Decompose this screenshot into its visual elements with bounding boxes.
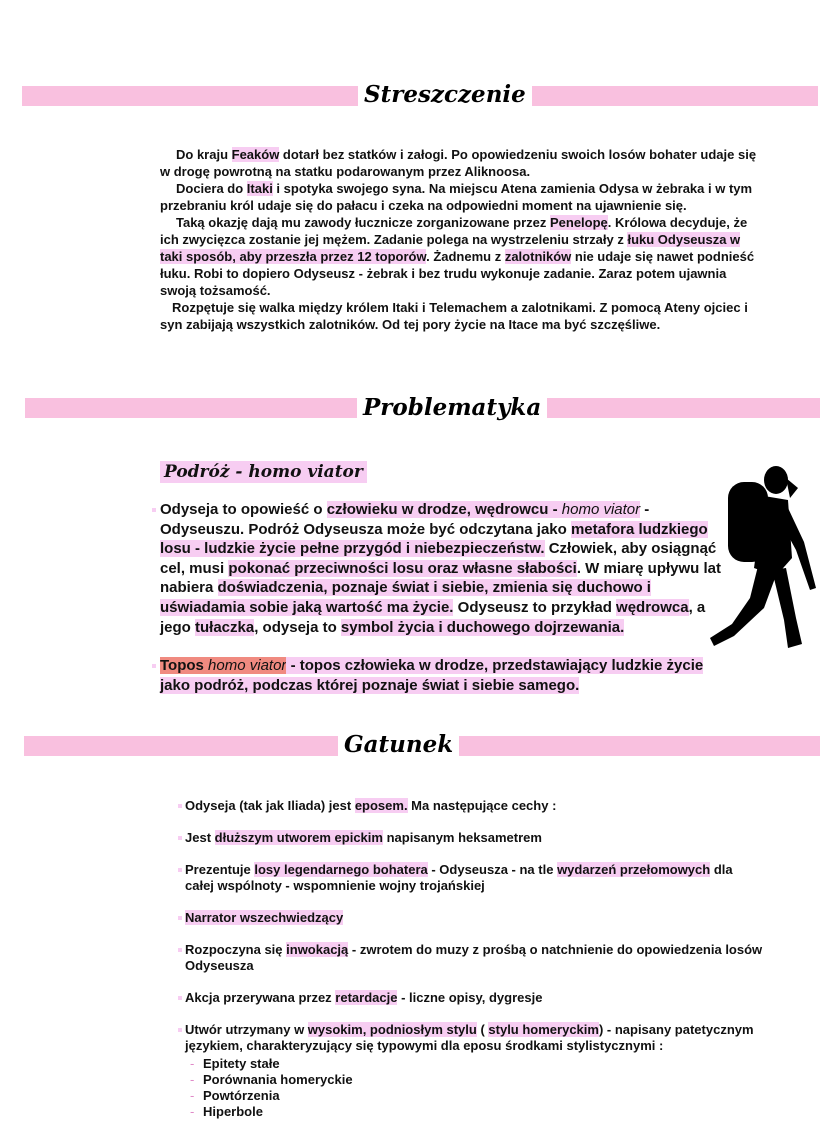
problems-text bbox=[160, 500, 730, 695]
highlighted-text: Penelopę bbox=[549, 215, 608, 230]
highlighted-text: eposem. bbox=[354, 798, 408, 813]
text-segment: , a jego bbox=[160, 598, 706, 636]
highlighted-text: stylu homeryckim bbox=[488, 1022, 599, 1037]
summary-paragraph bbox=[160, 146, 760, 180]
genre-item bbox=[185, 862, 765, 894]
stylistic-device-item: - Porównania homeryckie bbox=[203, 1072, 765, 1088]
highlighted-text: Itaki bbox=[246, 181, 273, 196]
text-segment: Do kraju bbox=[176, 147, 232, 162]
genre-item bbox=[185, 910, 765, 926]
text-segment: - liczne opisy, dygresje bbox=[397, 990, 543, 1005]
stylistic-device-item: - Powtórzenia bbox=[203, 1088, 765, 1104]
text-segment: Dociera do bbox=[176, 181, 247, 196]
text-segment: Prezentuje bbox=[185, 862, 255, 877]
text-segment: Rozpoczyna się bbox=[185, 942, 287, 957]
text-segment: nie udaje się nawet podnieść łuku. Robi to dopiero Odyseusz - żebrak i bez trudu wykonuje zadanie. Zaraz potem ujawnia swoją tożsamość. bbox=[160, 249, 755, 298]
highlighted-text: Feaków bbox=[231, 147, 280, 162]
summary-paragraph bbox=[160, 299, 760, 333]
text-segment: Odyseja (tak jak Iliada) jest bbox=[185, 798, 355, 813]
text-segment: dla całej wspólnoty - wspomnienie wojny trojańskiej bbox=[185, 862, 733, 893]
text-segment: ) - napisany patetycznym językiem, charakteryzujący się typowymi dla eposu środkami stylistycznymi : bbox=[185, 1022, 754, 1053]
text-segment: Taką okazję dają mu zawody łucznicze zorganizowane przez bbox=[176, 215, 550, 230]
text-segment: i spotyka swojego syna. Na miejscu Atena zamienia Odysa w żebraka i w tym przebraniu król udaje się do pałacu i czeka na odpowiedni moment na ujawnienie się. bbox=[160, 181, 753, 213]
highlighted-text: retardacje bbox=[335, 990, 398, 1005]
genre-item bbox=[185, 1022, 765, 1120]
text-segment: . Żadnemu z bbox=[426, 249, 505, 264]
section-title-summary: Streszczenie bbox=[358, 80, 532, 110]
text-segment: dotarł bez statków i załogi. Po opowiedzeniu swoich losów bohater udaje się w drogę powrotną na statku podarowanym przez Aliknoosa. bbox=[160, 147, 757, 179]
text-segment: Człowiek, aby osiągnąć cel, musi bbox=[160, 540, 717, 577]
highlighted-text: łuku Odyseusza w taki sposób, aby przeszła przez 12 toporów bbox=[160, 232, 741, 264]
text-segment: Odyseja to opowieść o bbox=[160, 501, 327, 518]
text-segment: , odyseja to bbox=[254, 618, 341, 636]
section-title-genre: Gatunek bbox=[338, 730, 459, 760]
highlighted-text: wydarzeń przełomowych bbox=[557, 862, 711, 877]
highlighted-text: dłuższym utworem epickim bbox=[214, 830, 383, 845]
text-segment: - zwrotem do muzy z prośbą o natchnienie do opowiedzenia losów Odyseusza bbox=[185, 942, 763, 973]
highlighted-text: Narrator wszechwiedzący bbox=[185, 910, 344, 925]
stylistic-device-item: - Hiperbole bbox=[203, 1104, 765, 1120]
genre-item bbox=[185, 798, 765, 814]
text-segment: Jest bbox=[185, 830, 215, 845]
highlighted-text: losy legendarnego bohatera bbox=[254, 862, 428, 877]
text-segment: Rozpętuje się walka między królem Itaki i Telemachem a zalotnikami. Z pomocą Ateny ojciec i syn zabijają wszystkich zalotników. Od tej pory życie na Itace ma być szczęśliwe. bbox=[160, 300, 748, 332]
highlighted-text: wędrowca bbox=[616, 598, 689, 616]
summary-paragraph bbox=[160, 214, 760, 299]
text-segment: - Odyseuszu. Podróż Odyseusza może być odczytana jako bbox=[160, 501, 650, 538]
genre-item bbox=[185, 830, 765, 846]
stylistic-devices-list bbox=[203, 1056, 765, 1120]
text-segment: . Królowa decyduje, że ich zwycięzca zostanie jej mężem. Zadanie polega na wystrzeleniu strzały z bbox=[160, 215, 748, 247]
highlighted-text: metafora ludzkiego losu - ludzkie życie pełne przygód i niebezpieczeństw. bbox=[160, 520, 708, 558]
text-segment: napisanym heksametrem bbox=[382, 830, 542, 845]
highlighted-text: zalotników bbox=[504, 249, 572, 264]
problems-bullet bbox=[160, 500, 730, 637]
text-segment: . W miarę upływu lat nabiera bbox=[160, 559, 722, 597]
highlighted-text: pokonać przeciwności losu oraz własne słabości bbox=[228, 559, 577, 577]
highlighted-text: homo viator bbox=[561, 501, 641, 518]
highlighted-text: tułaczka bbox=[195, 618, 255, 636]
stylistic-device-item: - Epitety stałe bbox=[203, 1056, 765, 1072]
genre-item bbox=[185, 990, 765, 1006]
summary-paragraph bbox=[160, 180, 760, 214]
highlighted-text: homo viator bbox=[208, 657, 287, 675]
problems-bullet bbox=[160, 656, 730, 695]
highlighted-text: symbol życia i duchowego dojrzewania. bbox=[340, 618, 625, 636]
hiker-silhouette-icon bbox=[706, 458, 824, 653]
highlighted-text: inwokacją bbox=[286, 942, 349, 957]
text-segment: Odyseusz to przykład bbox=[453, 598, 617, 616]
genre-list bbox=[185, 798, 765, 1136]
text-segment: Akcja przerywana przez bbox=[185, 990, 336, 1005]
text-segment: ( bbox=[476, 1022, 489, 1037]
section-title-problems: Problematyka bbox=[357, 393, 547, 423]
highlighted-text: człowieku w drodze, wędrowcu - bbox=[326, 501, 562, 518]
problems-subtitle: Podróż - homo viator bbox=[160, 461, 367, 483]
highlighted-text: - topos człowieka w drodze, przedstawiający ludzkie życie jako podróż, podczas której poznaje świat i siebie samego. bbox=[160, 657, 704, 694]
highlighted-text: doświadczenia, poznaje świat i siebie, zmienia się duchowo i uświadamia sobie jaką wartość ma życie. bbox=[160, 579, 651, 616]
summary-text bbox=[160, 146, 760, 333]
text-segment: Utwór utrzymany w bbox=[185, 1022, 308, 1037]
genre-item bbox=[185, 942, 765, 974]
text-segment: Ma następujące cechy : bbox=[407, 798, 557, 813]
highlighted-text: Topos bbox=[160, 657, 209, 675]
text-segment: - Odyseusza - na tle bbox=[427, 862, 558, 877]
highlighted-text: wysokim, podniosłym stylu bbox=[307, 1022, 477, 1037]
